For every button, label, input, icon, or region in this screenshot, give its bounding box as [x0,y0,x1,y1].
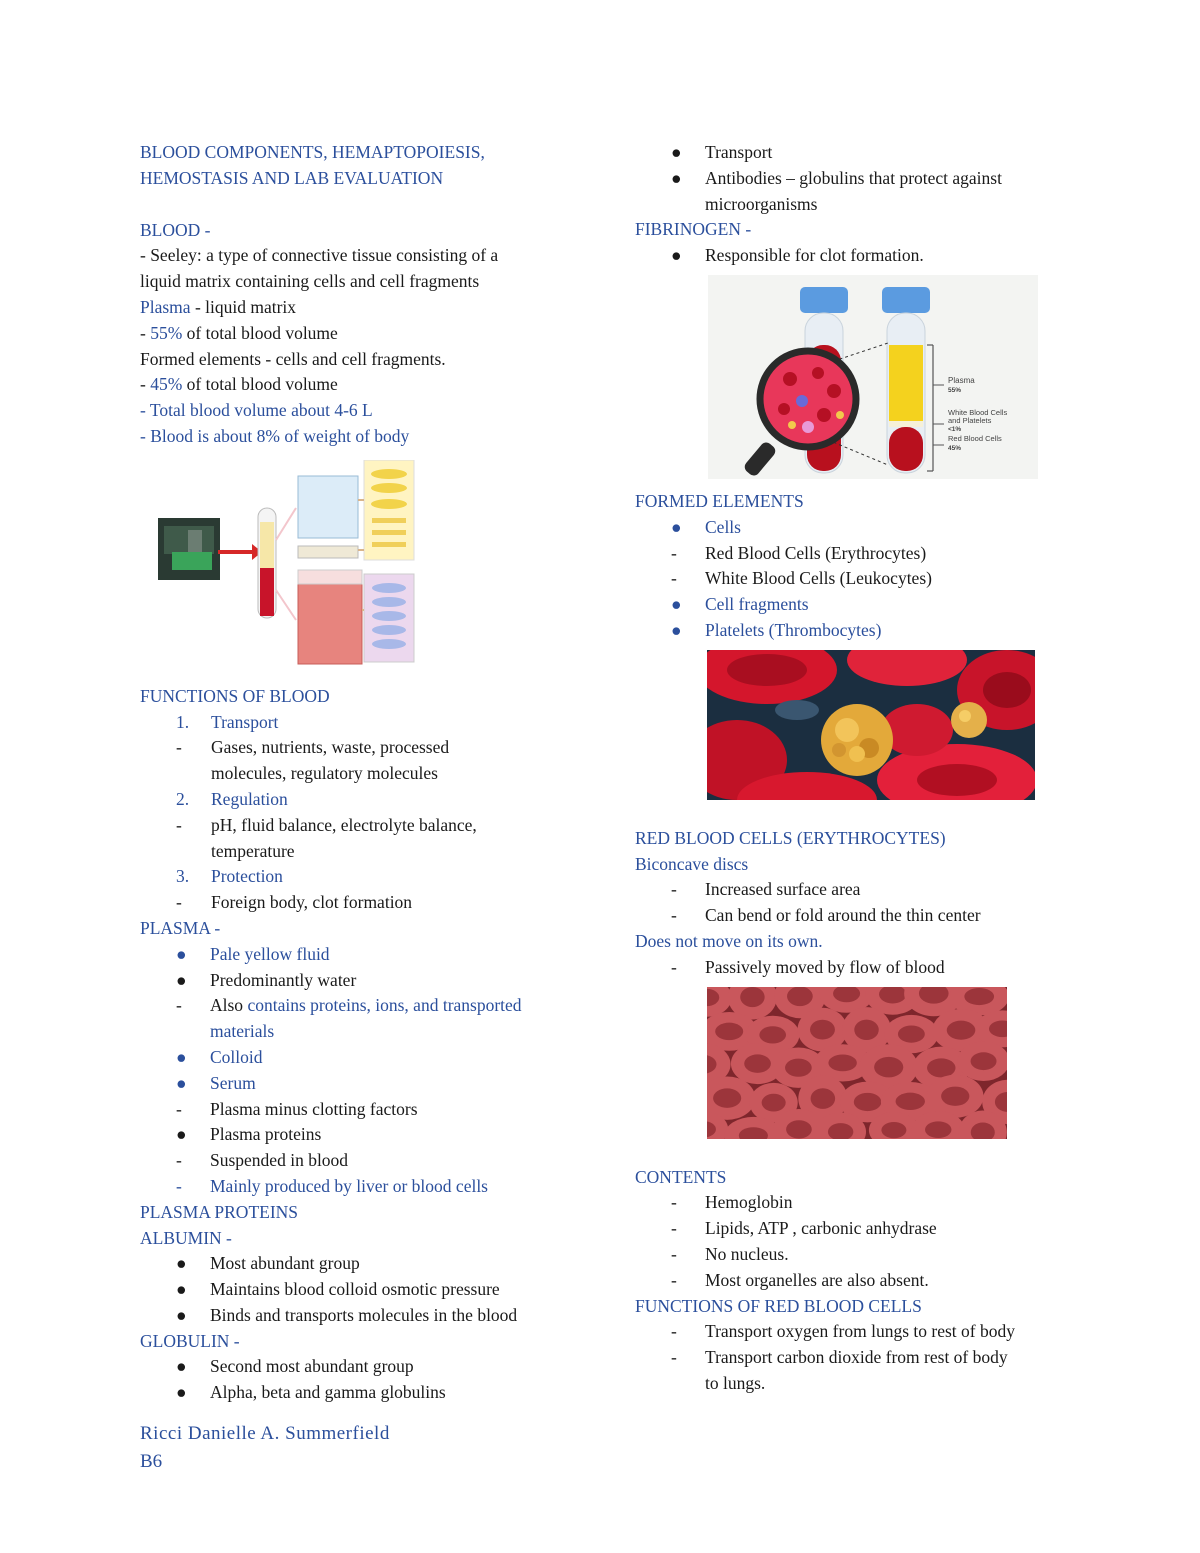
red-blood-cell-center [762,1093,786,1111]
rbc-subheading-biconcave: Biconcave discs [635,853,749,874]
list-item [140,890,580,916]
bullet-marker: ● [176,1279,187,1300]
blood-weight-line: - Blood is about 8% of weight of body [140,425,410,446]
albumin-heading: ALBUMIN - [140,1227,232,1248]
dash-marker: - [176,1150,182,1171]
bullet-marker: ● [671,142,682,162]
dash-marker: - [176,1098,182,1119]
list-item [140,968,580,994]
rbc-subheading-movement: Does not move on its own. [635,930,823,951]
list-item [140,1045,580,1071]
list-number: 3. [176,866,190,887]
blood-composition-diagram [158,460,418,670]
list-number: 1. [176,711,190,732]
bullet-marker: ● [176,1072,187,1093]
bullet-marker: ● [176,1356,187,1377]
text-line: pH, fluid balance, electrolyte balance, [211,814,477,835]
red-blood-cell-center [811,1088,836,1109]
list-item [635,1268,1075,1294]
plasma-pct-label: 55% [948,386,962,394]
dash-marker: - [140,322,151,343]
list-item [140,1303,580,1329]
list-item [635,592,1075,618]
dash-marker: - [176,995,182,1016]
title-line-1: BLOOD COMPONENTS, HEMAPTOPOIESIS, [140,142,485,162]
blood-cells-photo [707,650,1035,800]
dash-marker: - [671,1218,677,1239]
text-run: materials [210,1021,275,1042]
bullet-marker: ● [671,167,682,188]
dash-marker: - [671,1243,677,1264]
list-item-text: Red Blood Cells (Erythrocytes) [705,542,927,563]
dash-marker: - [140,374,151,395]
list-item-text: Passively moved by flow of blood [705,956,945,977]
spacer [140,192,580,218]
list-item [635,515,1075,541]
list-item-text: Mainly produced by liver or blood cells [210,1175,488,1196]
list-item [140,942,580,968]
dash-marker: - [176,892,182,913]
plasma-definition-rest: - liquid matrix [190,296,297,317]
list-item-text: Responsible for clot formation. [705,245,924,266]
wbc-label: White Blood Cells [948,407,1008,417]
red-blood-cell-center [785,1058,812,1076]
list-item [635,903,1075,929]
list-item [635,1319,1075,1345]
list-item-text: Most organelles are also absent. [705,1269,929,1290]
rbc-heading: RED BLOOD CELLS (ERYTHROCYTES) [635,827,946,848]
bullet-marker: ● [176,1124,187,1145]
list-item [140,710,580,736]
list-item-text: Cell fragments [705,594,809,615]
list-item [635,1190,1075,1216]
list-item-text: Cells [705,516,741,537]
text-line: to lungs. [705,1372,766,1393]
bullet-marker: ● [176,1304,187,1325]
list-item [140,864,580,890]
list-item [635,618,1075,644]
red-blood-cells-photo [707,987,1007,1139]
dash-marker: - [176,1175,182,1196]
dash-marker: - [671,1269,677,1290]
list-item-text [705,166,1075,218]
list-item-text: Lipids, ATP , carbonic anhydrase [705,1218,937,1239]
list-item-text: Plasma minus clotting factors [210,1098,418,1119]
left-column [140,140,580,1476]
red-blood-cell-center [787,987,813,1006]
list-item-text [210,993,580,1045]
dash-marker: - [671,1347,677,1368]
dash-marker: - [176,737,182,758]
text-line: microorganisms [705,193,818,214]
title-line-2: HEMOSTASIS AND LAB EVALUATION [140,167,444,188]
text-line: molecules, regulatory molecules [211,763,438,784]
red-blood-cell-center [810,1019,835,1039]
plasma-percent-rest: of total blood volume [182,322,338,343]
list-item-text: Can bend or fold around the thin center [705,905,981,926]
list-item [140,1380,580,1406]
text-run: contains proteins, ions, and transported [247,995,522,1016]
list-item-text [705,1345,1075,1397]
wbc-label-2: and Platelets [948,415,992,425]
list-item-text: Foreign body, clot formation [211,892,413,913]
text-line: Gases, nutrients, waste, processed [211,737,450,758]
list-item-text: Transport [705,142,773,162]
red-blood-cell-center [713,1088,741,1108]
blood-composition-illustration [158,460,418,670]
blood-definition-1: - Seeley: a type of connective tissue consisting of a [140,245,499,266]
list-item-text [211,735,580,787]
rbc-label: Red Blood Cells [948,433,1002,443]
red-blood-cell-center [740,987,764,1007]
formed-percent-line [140,372,580,398]
red-blood-cell-center [898,1025,925,1042]
blood-definition-2: liquid matrix containing cells and cell fragments [140,271,480,292]
list-item [140,1122,580,1148]
list-item-text: Binds and transports molecules in the blood [210,1304,518,1325]
dash-marker: - [671,879,677,900]
list-item-text: Second most abundant group [210,1356,414,1377]
list-item-text: Increased surface area [705,879,861,900]
list-item [635,140,1075,166]
bullet-marker: ● [671,619,682,640]
red-blood-cell-center [971,1052,997,1070]
list-item [635,243,1075,269]
plasma-percent: 55% [150,322,183,343]
list-item-text: Platelets (Thrombocytes) [705,619,882,640]
author-name: Ricci Danielle A. Summerfield [140,1423,390,1445]
blood-tube-figure [708,275,1038,479]
red-blood-cell-center [896,1092,925,1109]
list-item [635,566,1075,592]
list-item [635,166,1075,218]
rbc-functions-heading: FUNCTIONS OF RED BLOOD CELLS [635,1295,922,1316]
text-line: Transport carbon dioxide from rest of body [705,1347,1008,1368]
functions-heading: FUNCTIONS OF BLOOD [140,685,330,706]
bullet-marker: ● [176,1253,187,1274]
list-item [140,1148,580,1174]
list-number: 2. [176,788,190,809]
list-item-text: Pale yellow fluid [210,943,330,964]
list-item [140,1174,580,1200]
formed-elements-heading: FORMED ELEMENTS [635,490,804,511]
fibrinogen-heading: FIBRINOGEN - [635,219,752,240]
red-blood-cell-center [854,1092,882,1110]
red-blood-cell-center [927,1058,955,1077]
formed-percent: 45% [150,374,183,395]
blood-heading: BLOOD - [140,219,211,240]
bullet-marker: ● [176,969,187,990]
blood-volume-line: - Total blood volume about 4-6 L [140,400,373,421]
list-item [140,735,580,787]
blood-cells-illustration [707,650,1035,800]
red-blood-cell-center [854,1019,878,1039]
list-item-text: Most abundant group [210,1253,360,1274]
list-item-text: Hemoglobin [705,1192,793,1213]
list-item-text: Predominantly water [210,969,357,990]
list-item [140,1071,580,1097]
author-section: B6 [140,1451,163,1473]
dash-marker: - [671,905,677,926]
red-blood-cell-center [925,1121,951,1138]
list-item [140,813,580,865]
contents-heading: CONTENTS [635,1166,727,1187]
formed-elements-definition: Formed elements - cells and cell fragments. [140,348,446,369]
list-item [635,1345,1075,1397]
list-item [140,787,580,813]
list-item-text: Regulation [211,788,288,809]
right-column [635,140,1075,1397]
plasma-heading: PLASMA - [140,917,221,938]
list-item-text: Suspended in blood [210,1150,349,1171]
bullet-marker: ● [671,516,682,537]
list-item-text: Serum [210,1072,256,1093]
list-item-text [211,813,580,865]
dash-marker: - [671,956,677,977]
red-blood-cell-center [759,1026,786,1043]
list-item [140,1354,580,1380]
blood-tube-illustration [708,275,1038,479]
bullet-marker: ● [671,245,682,266]
red-blood-cell-center [874,1056,903,1077]
plasma-definition [140,295,580,321]
list-item-text: Transport [211,711,279,732]
dash-marker: - [671,1192,677,1213]
rbc-pct-label: 45% [948,444,962,452]
bullet-marker: ● [176,943,187,964]
dash-marker: - [671,568,677,589]
list-item [635,955,1075,981]
red-blood-cells-illustration [707,987,1007,1139]
plasma-proteins-heading: PLASMA PROTEINS [140,1201,299,1222]
list-item-text: Alpha, beta and gamma globulins [210,1382,446,1403]
list-item-text: Transport oxygen from lungs to rest of body [705,1321,1015,1342]
red-blood-cell-center [881,1122,906,1138]
red-blood-cell-center [715,1022,743,1039]
red-blood-cell-center [941,1086,969,1105]
wbc-pct-label: <1% [948,425,962,433]
red-blood-cell-center [786,1120,812,1138]
dash-marker: - [671,542,677,563]
list-item-text: No nucleus. [705,1243,789,1264]
formed-percent-rest: of total blood volume [182,374,338,395]
red-blood-cell-center [744,1054,771,1072]
list-item [635,1242,1075,1268]
list-item [140,993,580,1045]
red-blood-cell-center [828,1054,856,1071]
list-item [140,1097,580,1123]
bullet-marker: ● [176,1046,187,1067]
dash-marker: - [176,814,182,835]
text-line: Antibodies – globulins that protect against [705,167,1002,188]
bullet-marker: ● [671,594,682,615]
list-item [635,877,1075,903]
list-item [140,1251,580,1277]
plasma-label: Plasma [948,375,975,385]
red-blood-cell-center [947,1020,976,1039]
list-item-text: Protection [211,866,283,887]
plasma-word: Plasma [140,296,191,317]
text-run: Also [210,995,248,1016]
document-title [140,140,580,192]
dash-marker: - [671,1321,677,1342]
globulin-heading: GLOBULIN - [140,1330,240,1351]
plasma-percent-line [140,321,580,347]
list-item-text: White Blood Cells (Leukocytes) [705,568,932,589]
list-item-text: Maintains blood colloid osmotic pressure [210,1279,500,1300]
list-item-text: Plasma proteins [210,1124,322,1145]
list-item [635,541,1075,567]
list-item [140,1277,580,1303]
red-blood-cell-center [964,988,994,1005]
list-item-text: Colloid [210,1046,263,1067]
text-line: temperature [211,840,295,861]
bullet-marker: ● [176,1382,187,1403]
list-item [635,1216,1075,1242]
